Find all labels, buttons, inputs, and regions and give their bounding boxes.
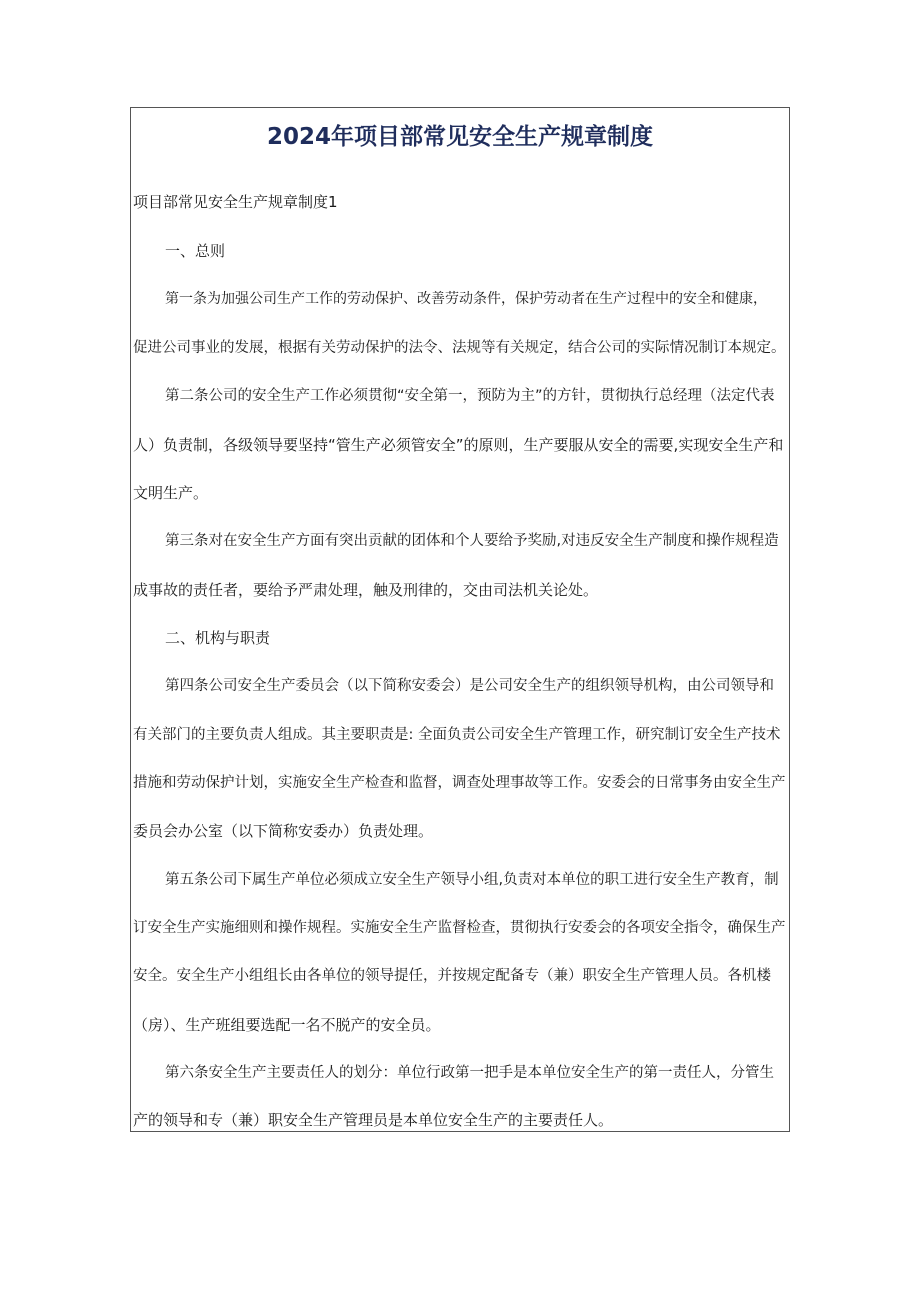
document-subtitle: 项目部常见安全生产规章制度1 — [133, 193, 338, 211]
document-title: 2024年项目部常见安全生产规章制度 — [266, 124, 653, 150]
article-5-line-4: （房）、生产班组要选配一名不脱产的安全员。 — [133, 1016, 441, 1034]
article-4-line-4: 委员会办公室（以下简称安委办）负责处理。 — [133, 822, 434, 840]
article-4-line-3: 措施和劳动保护计划，实施安全生产检查和监督，调查处理事故等工作。安委会的日常事务由安全生产 — [133, 775, 786, 791]
article-3-line-1: 第三条对在安全生产方面有突出贡献的团体和个人要给予奖励,对违反安全生产制度和操作规程造 — [165, 533, 779, 549]
article-1-line-1: 第一条为加强公司生产工作的劳动保护、改善劳动条件，保护劳动者在生产过程中的安全和健康， — [165, 291, 767, 307]
article-6-line-2: 产的领导和专（兼）职安全生产管理员是本单位安全生产的主要责任人。 — [133, 1111, 614, 1129]
article-4-line-2: 有关部门的主要负责人组成。其主要职责是: 全面负责公司安全生产管理工作，研究制订安全生产技术 — [133, 727, 781, 743]
article-3-line-2: 成事故的责任者，要给予严肃处理，触及刑律的，交由司法机关论处。 — [133, 581, 599, 599]
article-2-line-1: 第二条公司的安全生产工作必须贯彻“安全第一，预防为主”的方针，贯彻执行总经理（法定代表 — [165, 388, 775, 404]
article-5-line-1: 第五条公司下属生产单位必须成立安全生产领导小组,负责对本单位的职工进行安全生产教育，制 — [165, 872, 779, 888]
article-2-line-3: 文明生产。 — [133, 484, 209, 502]
article-5-line-3: 安全。安全生产小组组长由各单位的领导提任，并按规定配备专（兼）职安全生产管理人员。各机楼 — [133, 968, 771, 984]
section-heading-general: 一、总则 — [165, 242, 226, 260]
article-6-line-1: 第六条安全生产主要责任人的划分：单位行政第一把手是本单位安全生产的第一责任人，分管生 — [165, 1065, 774, 1081]
article-1-line-2: 促进公司事业的发展，根据有关劳动保护的法令、法规等有关规定，结合公司的实际情况制订本规定。 — [133, 340, 786, 356]
section-heading-organization: 二、机构与职责 — [165, 629, 271, 647]
document-page — [130, 107, 790, 1132]
article-4-line-1: 第四条公司安全生产委员会（以下简称安委会）是公司安全生产的组织领导机构，由公司领导和 — [165, 678, 774, 694]
article-5-line-2: 订安全生产实施细则和操作规程。实施安全生产监督检查，贯彻执行安委会的各项安全指令，确保生产 — [133, 920, 786, 936]
article-2-line-2: 人）负责制，各级领导要坚持“管生产必须管安全”的原则，生产要服从安全的需要,实现安全生产和 — [133, 436, 784, 454]
